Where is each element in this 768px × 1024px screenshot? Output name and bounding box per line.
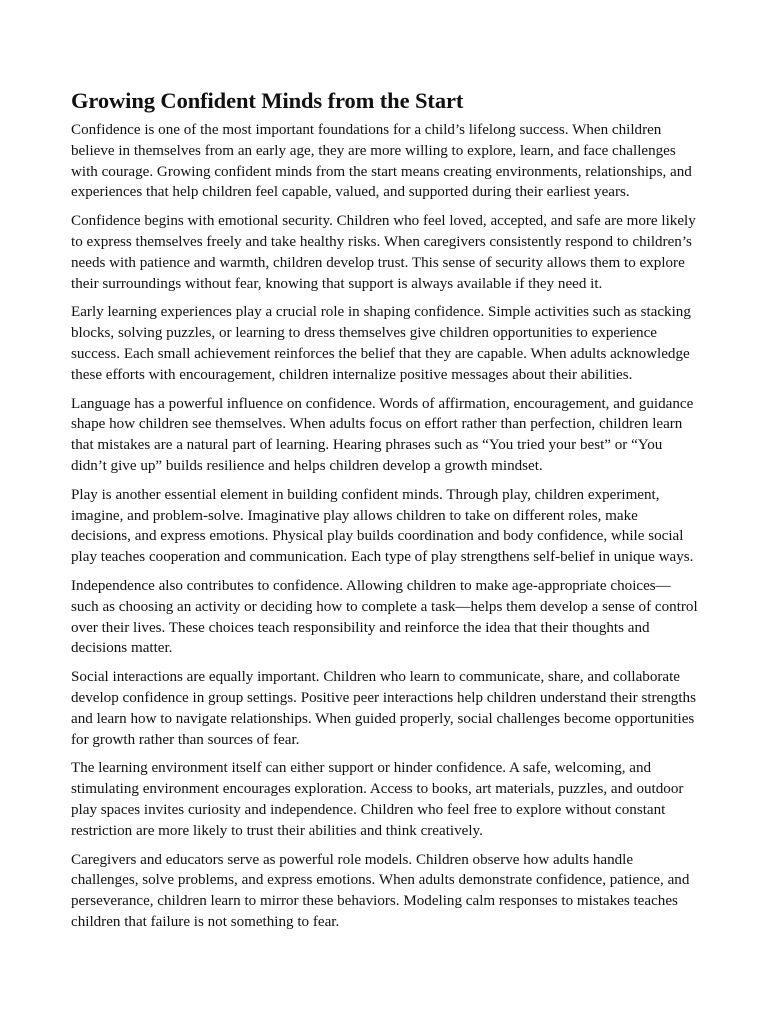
paragraph: Play is another essential element in building confident minds. Through play, children experiment, imagine, and problem-solve. Imaginative play allows children to take on different roles, make decisions, and express emotions. Physical play builds coordination and body confidence, while social play teaches cooperation and communication. Each type of play strengthens self-belief in unique ways. xyxy=(71,486,694,566)
paragraph: Independence also contributes to confidence. Allowing children to make age-appropriate choices—such as choosing an activity or deciding how to complete a task—helps them develop a sense of control over their lives. These choices teach responsibility and reinforce the idea that their thoughts and decisions matter. xyxy=(71,577,698,657)
paragraph: Confidence begins with emotional security. Children who feel loved, accepted, and safe are more likely to express themselves freely and take healthy risks. When caregivers consistently respond to children’s needs with patience and warmth, children develop trust. This sense of security allows them to explore their surroundings without fear, knowing that support is always available if they need it. xyxy=(71,213,696,292)
paragraph: Social interactions are equally important. Children who learn to communicate, share, and collaborate develop confidence in group settings. Positive peer interactions help children understand their strengths and learn how to navigate relationships. When guided properly, social challenges become opportunities for growth rather than sources of fear. xyxy=(71,669,696,748)
paragraph: Confidence is one of the most important foundations for a child’s lifelong success. When children believe in themselves from an early age, they are more willing to explore, learn, and face challenges with courage. Growing confident minds from the start means creating environments, relationships, and experiences that help children feel capable, valued, and supported during their earliest years. xyxy=(71,122,692,201)
document-page xyxy=(71,86,698,941)
document-title: Growing Confident Minds from the Start xyxy=(71,88,464,113)
paragraph: Early learning experiences play a crucial role in shaping confidence. Simple activities such as stacking blocks, solving puzzles, or learning to dress themselves give children opportunities to experience success. Each small achievement reinforces the belief that they are capable. When adults acknowledge these efforts with encouragement, children internalize positive messages about their abilities. xyxy=(71,304,691,383)
paragraph: The learning environment itself can either support or hinder confidence. A safe, welcoming, and stimulating environment encourages exploration. Access to books, art materials, puzzles, and outdoor play spaces invites curiosity and independence. Children who feel free to explore without constant restriction are more likely to trust their abilities and think creatively. xyxy=(71,760,684,839)
paragraph: Caregivers and educators serve as powerful role models. Children observe how adults handle challenges, solve problems, and express emotions. When adults demonstrate confidence, patience, and perseverance, children learn to mirror these behaviors. Modeling calm responses to mistakes teaches children that failure is not something to fear. xyxy=(71,851,690,930)
paragraph: Language has a powerful influence on confidence. Words of affirmation, encouragement, and guidance shape how children see themselves. When adults focus on effort rather than perfection, children learn that mistakes are a natural part of learning. Hearing phrases such as “You tried your best” or “You didn’t give up” builds resilience and helps children develop a growth mindset. xyxy=(71,395,694,474)
